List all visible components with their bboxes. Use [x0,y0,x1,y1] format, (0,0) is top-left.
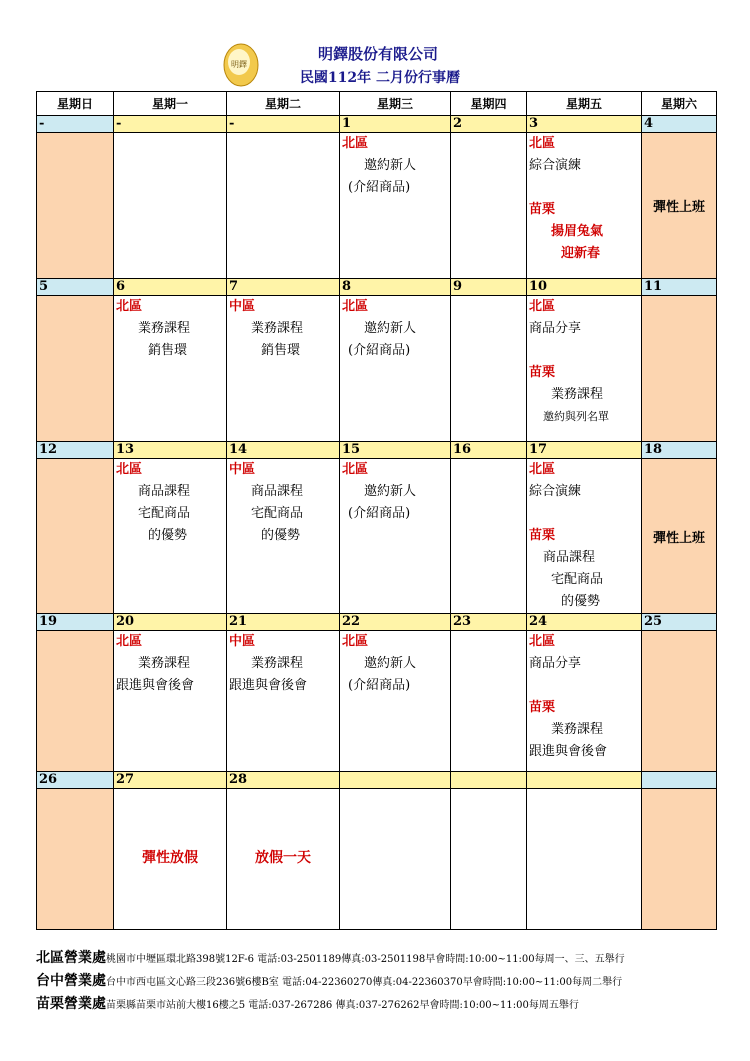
event-line: 綜合演練 [529,158,582,173]
event-cell [340,133,451,279]
region-label: 苗栗 [529,202,556,217]
weekday-header: 星期四 [451,92,527,116]
office-address: 苗栗縣苗栗市站前大樓16樓之5 [106,1000,246,1011]
office-meeting: 早會時間:10:00~11:00每周二舉行 [462,977,623,988]
date-cell [642,772,717,789]
office-meeting: 早會時間:10:00~11:00每周一、三、五舉行 [425,954,625,965]
date-cell: 8 [340,279,451,296]
event-cell [227,133,340,279]
event-cell [340,296,451,442]
calendar-table [36,91,717,930]
event-cell [340,789,451,930]
date-cell: 11 [642,279,717,296]
weekday-header: 星期六 [642,92,717,116]
event-line: (介紹商品) [348,506,411,521]
event-line: 商品課程 [251,484,304,499]
sunday-cell [37,631,114,772]
date-cell: 16 [451,442,527,459]
office-phone: 電話:037-267286 傳真:037-276262 [248,1000,420,1011]
event-line: 銷售環 [148,343,188,358]
saturday-cell [642,631,717,772]
event-cell [527,133,642,279]
event-cell [451,789,527,930]
event-cell [114,459,227,614]
region-label: 北區 [342,634,369,649]
event-line: 業務課程 [138,321,191,336]
event-line: 銷售環 [261,343,301,358]
office-address: 桃園市中壢區環北路398號12F-6 [106,954,255,965]
logo-text: 明鐸 [231,60,247,69]
event-line: 揚眉兔氣 [551,224,604,239]
saturday-cell [642,296,717,442]
event-line: 的優勢 [261,528,301,543]
date-cell: 6 [114,279,227,296]
event-line: 宅配商品 [251,506,304,521]
event-cell [114,631,227,772]
event-line: 商品分享 [529,321,582,336]
date-cell: 7 [227,279,340,296]
event-line: 商品課程 [138,484,191,499]
region-label: 中區 [229,299,256,314]
region-label: 中區 [229,462,256,477]
event-line: 跟進與會後會 [529,744,608,759]
date-cell: 18 [642,442,717,459]
date-cell: 20 [114,614,227,631]
sunday-cell [37,296,114,442]
office-phone: 電話:03-2501189傳真:03-2501198 [257,954,426,965]
weekday-header: 星期三 [340,92,451,116]
weekday-header: 星期五 [527,92,642,116]
event-cell [114,296,227,442]
event-cell [227,789,340,930]
date-cell: 10 [527,279,642,296]
footer-office-taichung [36,970,622,990]
event-line: 業務課程 [138,656,191,671]
date-row [37,772,717,789]
weekday-header-row [37,92,717,116]
office-meeting: 早會時間:10:00~11:00每周五舉行 [419,1000,579,1011]
event-line: 宅配商品 [138,506,191,521]
company-logo [222,42,260,88]
event-cell [114,133,227,279]
date-row [37,442,717,459]
date-cell: 12 [37,442,114,459]
date-cell: - [37,116,114,133]
event-line: (介紹商品) [348,343,411,358]
footer-office-north [36,947,625,967]
region-label: 北區 [529,634,556,649]
date-row [37,116,717,133]
date-cell: 13 [114,442,227,459]
weekday-header: 星期二 [227,92,340,116]
event-line: 商品課程 [543,550,596,565]
event-cell [451,133,527,279]
office-name: 北區營業處 [36,950,106,966]
event-line: 邀約與列名單 [543,410,609,423]
calendar-title: 民國112年 二月份行事曆 [299,70,461,86]
event-line: 邀約新人 [364,656,417,671]
date-row [37,614,717,631]
event-line: 邀約新人 [364,158,417,173]
saturday-cell: 彈性上班 [642,133,717,279]
event-line: 業務課程 [551,387,604,402]
region-label: 中區 [229,634,256,649]
event-line: (介紹商品) [348,678,411,693]
event-line: 的優勢 [148,528,188,543]
event-cell [227,459,340,614]
date-cell: 24 [527,614,642,631]
sunday-cell [37,789,114,930]
event-cell [527,789,642,930]
event-line: 業務課程 [551,722,604,737]
event-line: 邀約新人 [364,484,417,499]
region-label: 北區 [529,136,556,151]
region-label: 北區 [342,136,369,151]
date-cell: 2 [451,116,527,133]
event-line: 的優勢 [561,594,601,609]
region-label: 北區 [116,634,143,649]
event-cell [340,631,451,772]
office-name: 台中營業處 [36,973,106,989]
date-cell: 3 [527,116,642,133]
date-cell [527,772,642,789]
weekday-header: 星期日 [37,92,114,116]
date-cell: 15 [340,442,451,459]
event-cell [340,459,451,614]
event-line: 業務課程 [251,321,304,336]
office-address: 台中市西屯區文心路三段236號6樓B室 [106,977,279,988]
event-line: 跟進與會後會 [116,678,195,693]
holiday-label: 彈性放假 [142,850,198,866]
date-cell: 25 [642,614,717,631]
date-cell [340,772,451,789]
event-line: 綜合演練 [529,484,582,499]
date-cell: 1 [340,116,451,133]
date-cell: 21 [227,614,340,631]
company-name: 明鐸股份有限公司 [317,45,438,63]
event-line: 商品分享 [529,656,582,671]
event-cell [527,459,642,614]
holiday-label: 放假一天 [255,850,311,866]
sunday-cell [37,133,114,279]
event-cell [527,631,642,772]
region-label: 北區 [116,299,143,314]
weekday-header: 星期一 [114,92,227,116]
event-line: 業務課程 [251,656,304,671]
date-cell: 28 [227,772,340,789]
region-label: 北區 [116,462,143,477]
sunday-cell [37,459,114,614]
footer-office-miaoli [36,993,579,1013]
event-row [37,296,717,442]
event-cell [227,631,340,772]
event-row [37,789,717,930]
event-line: (介紹商品) [348,180,411,195]
saturday-cell: 彈性上班 [642,459,717,614]
event-cell [114,789,227,930]
date-cell: 19 [37,614,114,631]
date-cell: 14 [227,442,340,459]
event-line: 宅配商品 [551,572,604,587]
saturday-cell [642,789,717,930]
region-label: 北區 [529,462,556,477]
date-cell: 26 [37,772,114,789]
event-cell [227,296,340,442]
date-cell: 27 [114,772,227,789]
date-cell: 17 [527,442,642,459]
event-row [37,133,717,279]
event-row [37,459,717,614]
region-label: 北區 [529,299,556,314]
date-cell: 23 [451,614,527,631]
date-cell: 22 [340,614,451,631]
date-cell: 9 [451,279,527,296]
event-line: 跟進與會後會 [229,678,308,693]
event-cell [527,296,642,442]
region-label: 苗栗 [529,528,556,543]
event-line: 邀約新人 [364,321,417,336]
region-label: 北區 [342,462,369,477]
office-phone: 電話:04-22360270傳真:04-22360370 [282,977,463,988]
date-row [37,279,717,296]
event-line: 迎新春 [561,246,601,261]
event-cell [451,631,527,772]
region-label: 苗栗 [529,365,556,380]
date-cell: 4 [642,116,717,133]
event-row [37,631,717,772]
region-label: 北區 [342,299,369,314]
office-name: 苗栗營業處 [36,996,106,1012]
date-cell: 5 [37,279,114,296]
event-cell [451,296,527,442]
region-label: 苗栗 [529,700,556,715]
event-cell [451,459,527,614]
date-cell [451,772,527,789]
date-cell: - [227,116,340,133]
date-cell: - [114,116,227,133]
